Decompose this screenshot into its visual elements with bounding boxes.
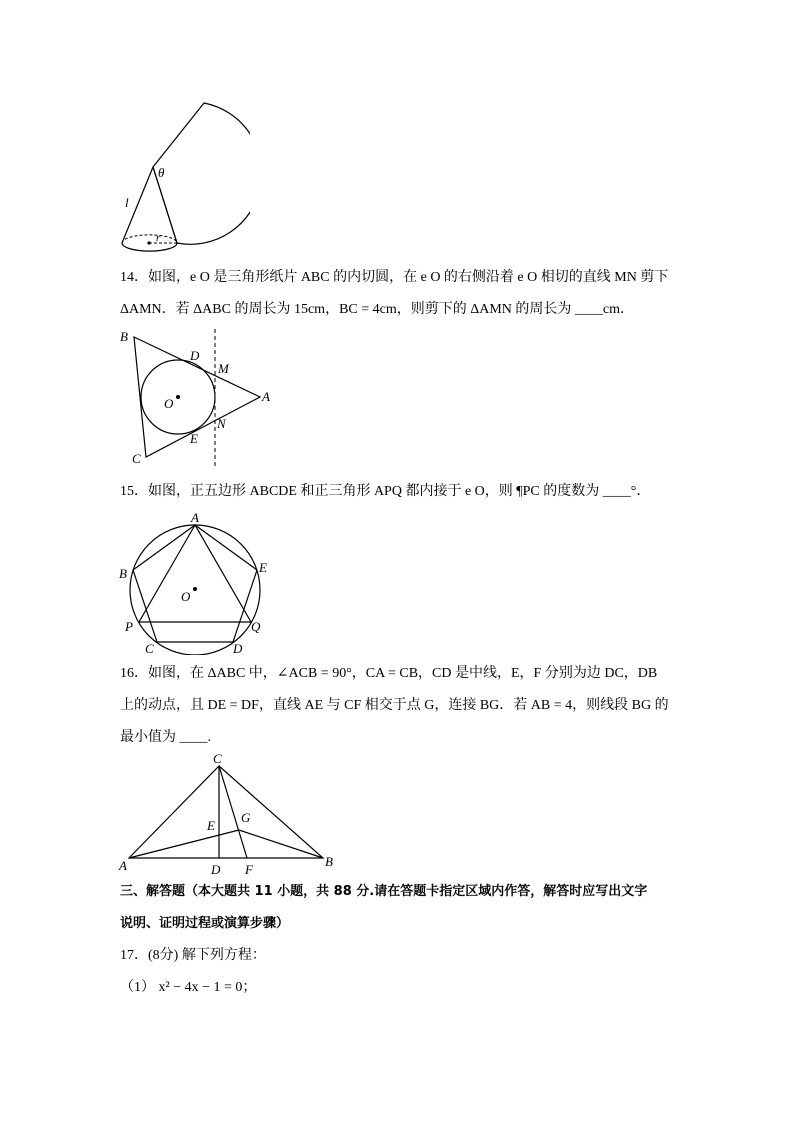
q17-item1: （1） x² − 4x − 1 = 0；: [120, 980, 257, 995]
triangle-apq: [139, 525, 251, 622]
q16-line1: 16．如图，在 ΔABC 中，∠ACB = 90°，CA = CB，CD 是中线，E，F 分别为边 DC，DB: [120, 666, 658, 681]
label-l: l: [125, 195, 129, 210]
section3-line1: 三、解答题（本大题共 11 小题，共 88 分.请在答题卡指定区域内作答，解答时应写出文字: [120, 884, 648, 899]
label-o: O: [164, 396, 174, 411]
label-r: r: [156, 232, 161, 244]
label-e: E: [190, 431, 198, 446]
label-p: P: [125, 619, 133, 634]
label-c: C: [213, 751, 222, 766]
q14-line1: 14．如图，e O 是三角形纸片 ABC 的内切圆，在 e O 的右侧沿着 e O 相切的直线 MN 剪下: [120, 270, 669, 285]
label-g: G: [241, 810, 251, 825]
cone-sector-figure: [110, 95, 250, 260]
label-theta: θ: [158, 165, 165, 180]
label-a: A: [191, 510, 199, 525]
label-d: D: [211, 862, 221, 877]
label-b: B: [325, 854, 333, 869]
label-d: D: [190, 348, 200, 363]
segment-ag: [129, 830, 239, 858]
pentagon-abcde: [133, 525, 257, 642]
label-a: A: [262, 389, 270, 404]
segment-bg: [239, 830, 323, 858]
center-o: [176, 395, 180, 399]
q15-line1: 15．如图，正五边形 ABCDE 和正三角形 APQ 都内接于 e O，则 ¶PC 的度数为 ____°．: [120, 484, 651, 499]
cone-center-dot: [147, 241, 150, 244]
triangle-abc: [129, 766, 323, 858]
section3-line2: 说明、证明过程或演算步骤）: [120, 916, 290, 931]
label-d: D: [233, 641, 243, 655]
label-m: M: [218, 361, 229, 376]
label-b: B: [119, 566, 127, 581]
center-o: [193, 587, 197, 591]
label-o: O: [181, 589, 191, 604]
q17-title: 17．(8分) 解下列方程：: [120, 948, 266, 963]
label-c: C: [145, 641, 154, 655]
q16-line3: 最小值为 ____.: [120, 730, 211, 745]
pentagon-triangle-figure: [115, 510, 275, 655]
label-b: B: [120, 329, 128, 344]
label-c: C: [132, 451, 141, 466]
incircle-figure: [112, 325, 282, 475]
sector-shape: [153, 103, 250, 244]
q14-line2: ΔAMN．若 ΔABC 的周长为 15cm，BC = 4cm，则剪下的 ΔAMN 的周长为 ____cm．: [120, 302, 635, 317]
right-triangle-figure: [115, 750, 345, 880]
label-e: E: [207, 818, 215, 833]
label-q: Q: [251, 619, 261, 634]
label-e: E: [259, 560, 267, 575]
q16-line2: 上的动点，且 DE = DF，直线 AE 与 CF 相交于点 G，连接 BG．若 AB = 4，则线段 BG 的: [120, 698, 669, 713]
label-n: N: [217, 416, 226, 431]
label-a: A: [119, 858, 127, 873]
label-f: F: [245, 862, 253, 877]
